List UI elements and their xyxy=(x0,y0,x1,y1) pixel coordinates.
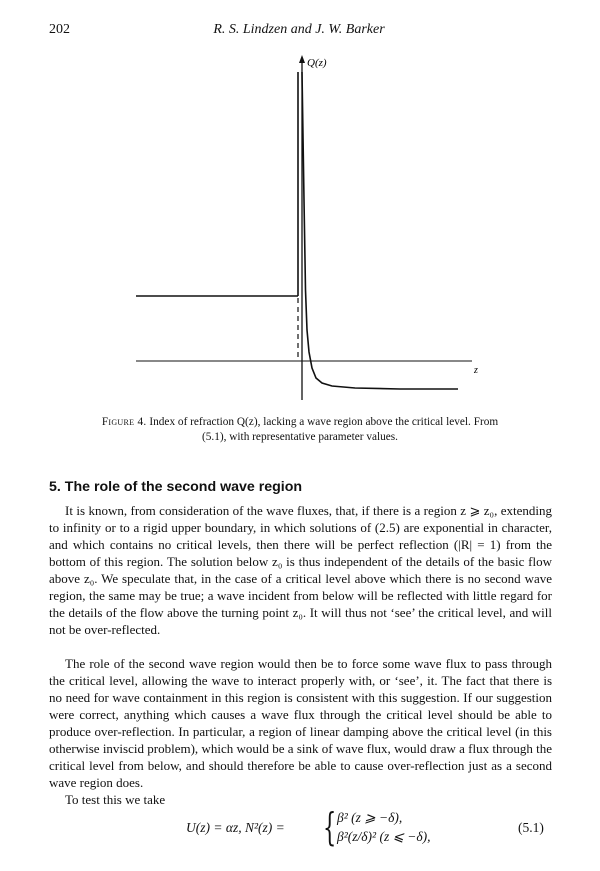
paragraph-3 xyxy=(49,791,552,808)
paragraph-text: The role of the second wave region would then be to force some wave flux to pass through the critical level, allowing the wave to interact properly with, or ‘see’, it. The fact that there is no need for wave containment in this region is consistent with this suggestion. If our suggestion were correct, anything which causes a wave flux through the critical level should be able to produce over-reflection. In particular, a region of linear damping above the critical level (in this otherwise inviscid problem), which would be a sink of wave flux, would draw a flux through the critical level from below, and should therefore be able to cause over-reflection just as a second wave region does. xyxy=(49,656,552,790)
figure-caption xyxy=(100,415,500,444)
equation-lhs: U(z) = αz, N²(z) = xyxy=(186,820,285,835)
section-heading: 5. The role of the second wave region xyxy=(49,479,303,495)
q-curve-upper-branch xyxy=(302,72,458,389)
paragraph-2 xyxy=(49,655,552,791)
caption-label: Figure 4. xyxy=(101,416,147,428)
paragraph-1 xyxy=(49,502,552,638)
figure-4-plot xyxy=(0,0,600,410)
equation-case-1: β² (z ⩾ −δ), xyxy=(337,810,403,825)
equation-number: (5.1) xyxy=(518,820,544,835)
caption-text: Index of refraction Q(z), lacking a wave region above the critical level. From (5.1), with representative parameter values. xyxy=(149,416,499,443)
equation-brace: { xyxy=(323,805,337,849)
y-axis-arrow xyxy=(299,55,305,63)
equation-5-1 xyxy=(0,807,600,851)
equation-case-2: β²(z/δ)² (z ⩽ −δ), xyxy=(337,829,431,844)
running-head: R. S. Lindzen and J. W. Barker xyxy=(213,22,385,37)
paragraph-text: To test this we take xyxy=(65,792,166,807)
x-axis-label: z xyxy=(474,365,478,376)
paragraph-text: It is known, from consideration of the wave fluxes, that, if there is a region z ⩾ z₀, extending to infinity or to a rigid upper boundary, in which solutions of (2.5) are exponential in character, and which contains no critical levels, then there will be perfect reflection (|R| = 1) from the bottom of this region. The solution below z₀ is thus independent of the details of the basic flow above z₀. We speculate that, in the case of a critical level above which there is no second wave region, the same may be true; a wave incident from below will be reflected with little regard for the details of the flow above the turning point z₀. It will thus not ‘see’ the critical level, and will not be over-reflected. xyxy=(49,503,552,637)
y-axis-label: Q(z) xyxy=(307,57,327,69)
page-number: 202 xyxy=(49,22,70,37)
